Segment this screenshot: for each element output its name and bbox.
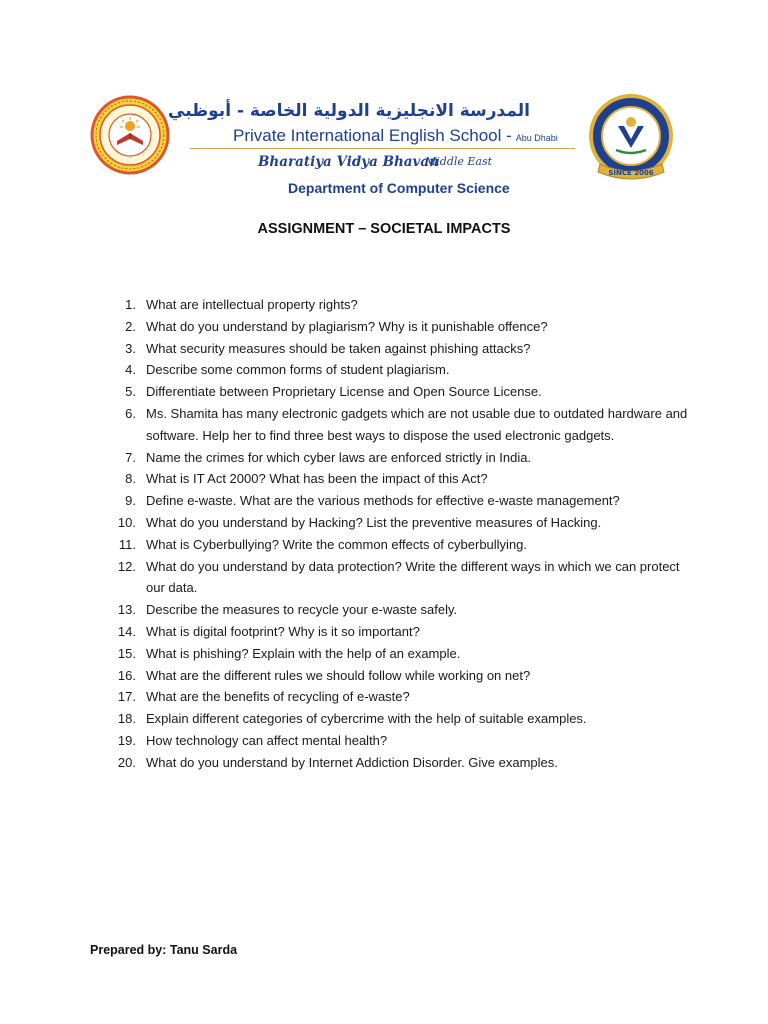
question-number: 13. (117, 602, 136, 618)
emblem-caption: SINCE 2006 (608, 169, 654, 177)
question-number: 7. (125, 449, 136, 465)
question-text: What do you understand by Internet Addiction Disorder. Give examples. (146, 754, 558, 770)
prepared-by: Prepared by: Tanu Sarda (90, 943, 238, 957)
question-number: 17. (117, 689, 136, 705)
question-number: 14. (117, 623, 136, 639)
school-name-english (233, 126, 558, 146)
question-number: 19. (117, 732, 136, 748)
question-text: Describe the measures to recycle your e-waste safely. (146, 602, 458, 618)
question-text: What is digital footprint? Why is it so important? (146, 623, 420, 639)
question-text: What are the different rules we should follow while working on net? (146, 667, 531, 683)
assignment-title: ASSIGNMENT – SOCIETAL IMPACTS (257, 221, 511, 237)
question-item (108, 599, 688, 621)
school-name-arabic: المدرسة الانجليزية الدولية الخاصة - أبوظبي (168, 101, 530, 121)
question-item (108, 730, 688, 752)
question-number: 4. (125, 362, 136, 378)
question-number: 16. (117, 667, 136, 683)
question-text: Define e-waste. What are the various methods for effective e-waste management? (146, 493, 620, 509)
region-name: Middle East (425, 155, 493, 168)
question-number: 9. (125, 493, 136, 509)
question-number: 11. (118, 536, 136, 552)
school-name-english-text: Private International English School - (233, 126, 512, 145)
question-text: Differentiate between Proprietary License and Open Source License. (146, 384, 542, 400)
question-text: What are the benefits of recycling of e-waste? (146, 689, 410, 705)
question-item (108, 512, 688, 534)
question-list (108, 294, 688, 774)
question-item (108, 665, 688, 687)
question-item (108, 468, 688, 490)
question-item (108, 316, 688, 338)
department-name: Department of Computer Science (288, 180, 510, 196)
question-text: What do you understand by Hacking? List the preventive measures of Hacking. (146, 514, 602, 530)
question-text: How technology can affect mental health? (146, 732, 388, 748)
question-number: 10. (117, 514, 136, 530)
question-text: Describe some common forms of student plagiarism. (146, 362, 450, 378)
school-city: Abu Dhabi (515, 133, 558, 143)
question-text: What is IT Act 2000? What has been the impact of this Act? (146, 471, 488, 487)
question-item (108, 686, 688, 708)
question-item (108, 447, 688, 469)
question-number: 2. (125, 318, 136, 334)
question-text: What do you understand by data protection? Write the different ways in which we can protect our data. (146, 558, 680, 596)
question-text: Ms. Shamita has many electronic gadgets which are not usable due to outdated hardware and software. Help her to find three best ways to dispose the used electronic gadgets. (146, 405, 688, 443)
question-text: What is phishing? Explain with the help of an example. (146, 645, 461, 661)
question-text: Name the crimes for which cyber laws are enforced strictly in India. (146, 449, 532, 465)
question-number: 6. (125, 405, 136, 421)
question-number: 12. (117, 558, 136, 574)
question-text: What is Cyberbullying? Write the common effects of cyberbullying. (146, 536, 528, 552)
question-text: What do you understand by plagiarism? Why is it punishable offence? (146, 318, 548, 334)
institution-name: Bharatiya Vidya Bhavan (258, 154, 439, 170)
question-item (108, 643, 688, 665)
question-number: 5. (125, 384, 136, 400)
question-item (108, 294, 688, 316)
question-item (108, 708, 688, 730)
question-item (108, 534, 688, 556)
question-item (108, 338, 688, 360)
question-number: 8. (125, 471, 136, 487)
question-item (108, 490, 688, 512)
question-item (108, 621, 688, 643)
question-number: 18. (117, 711, 136, 727)
question-number: 20. (117, 754, 136, 770)
bvb-emblem-icon (582, 92, 680, 184)
school-crest-icon (90, 95, 170, 175)
letterhead (0, 0, 768, 210)
question-item (108, 403, 688, 447)
question-text: What are intellectual property rights? (146, 297, 358, 312)
question-number: 3. (125, 340, 136, 356)
question-text: Explain different categories of cybercrime with the help of suitable examples. (146, 711, 587, 727)
question-item (108, 752, 688, 774)
question-number: 15. (117, 645, 136, 661)
question-number: 1. (125, 297, 136, 312)
question-item (108, 359, 688, 381)
question-item (108, 381, 688, 403)
question-item (108, 556, 688, 600)
question-text: What security measures should be taken against phishing attacks? (146, 340, 531, 356)
header-divider (190, 148, 575, 149)
